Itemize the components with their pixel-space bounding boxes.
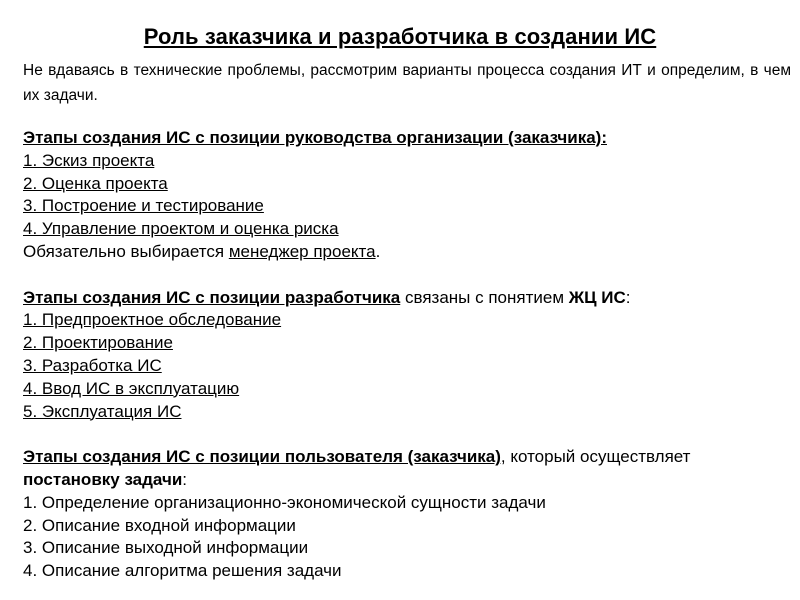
- user-section-term-line: [23, 469, 793, 492]
- customer-note-prefix: Обязательно выбирается: [23, 241, 229, 261]
- slide-title: Роль заказчика и разработчика в создании ИС: [143, 24, 657, 49]
- list-item: [23, 378, 793, 401]
- developer-stage-3: 3. Разработка ИС: [23, 355, 162, 375]
- list-item: [23, 492, 793, 515]
- lifecycle-term: ЖЦ ИС: [568, 287, 626, 307]
- user-stage-4: 4. Описание алгоритма решения задачи: [23, 561, 342, 581]
- list-item: [23, 309, 793, 332]
- user-stage-1: 1. Определение организационно-экономической сущности задачи: [23, 492, 546, 512]
- developer-stage-2: 2. Проектирование: [23, 333, 173, 353]
- user-stage-3: 3. Описание выходной информации: [23, 538, 309, 558]
- user-heading-rest: , который осуществляет: [500, 447, 691, 467]
- list-item: [23, 195, 793, 218]
- task-statement-term: постановку задачи: [23, 469, 183, 489]
- customer-stage-4: 4. Управление проектом и оценка риска: [23, 219, 339, 239]
- customer-section-heading: [23, 127, 793, 150]
- list-item: [23, 537, 793, 560]
- list-item: [23, 401, 793, 424]
- developer-term-suffix: :: [625, 287, 631, 307]
- list-item: [23, 173, 793, 196]
- project-manager-term: менеджер проекта: [228, 241, 376, 261]
- list-item: [23, 218, 793, 241]
- customer-note-suffix: .: [375, 241, 381, 261]
- list-item: [23, 150, 793, 173]
- customer-stage-2: 2. Оценка проекта: [23, 173, 168, 193]
- customer-heading-text: Этапы создания ИС с позиции руководства организации (заказчика):: [23, 128, 607, 147]
- developer-heading-rest: связаны с понятием: [400, 287, 569, 307]
- slide-body: [23, 127, 793, 583]
- spacer: [23, 423, 793, 446]
- list-item: [23, 355, 793, 378]
- developer-stage-1: 1. Предпроектное обследование: [23, 310, 282, 330]
- developer-stage-4: 4. Ввод ИС в эксплуатацию: [23, 378, 240, 398]
- developer-stage-5: 5. Эксплуатация ИС: [23, 401, 182, 421]
- intro-paragraph: Не вдаваясь в технические проблемы, рассмотрим варианты процесса создания ИТ и определим, в чем их задачи.: [23, 62, 791, 104]
- customer-stage-1: 1. Эскиз проекта: [23, 150, 155, 170]
- list-item: [23, 332, 793, 355]
- user-heading-text: Этапы создания ИС с позиции пользователя (заказчика): [23, 447, 501, 467]
- list-item: [23, 560, 793, 583]
- user-section-heading: [23, 446, 793, 469]
- user-stage-2: 2. Описание входной информации: [23, 515, 296, 535]
- spacer: [23, 264, 793, 287]
- user-term-suffix: :: [182, 469, 188, 489]
- customer-stage-3: 3. Построение и тестирование: [23, 196, 264, 216]
- developer-heading-text: Этапы создания ИС с позиции разработчика: [23, 287, 401, 307]
- developer-section-heading: [23, 287, 793, 310]
- customer-note: [23, 241, 793, 264]
- list-item: [23, 515, 793, 538]
